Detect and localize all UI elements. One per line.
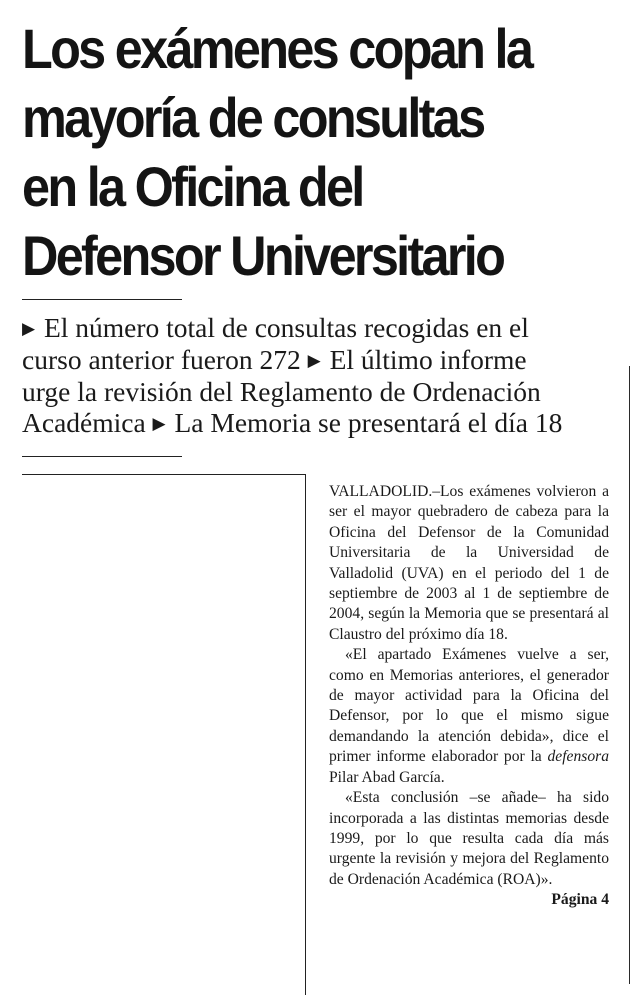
- subhead-line: [22, 312, 622, 344]
- article-italic: defensora: [547, 748, 609, 766]
- column-divider: [629, 366, 630, 984]
- article-text: «Esta conclusión –se añade– ha sido incorporada a las distintas memorias desde 1999, por lo que resulta cada día más urgente la revisión y mejora del Reglamento de Ordenación Académica (ROA)».: [329, 789, 609, 888]
- subhead-line: [22, 407, 622, 439]
- headline-line: Defensor Universitario: [22, 224, 504, 287]
- triangle-right-icon: ▶: [22, 319, 36, 338]
- headline-line: en la Oficina del: [22, 155, 363, 218]
- subhead-line: [22, 344, 622, 376]
- photo-placeholder-frame: [22, 474, 306, 995]
- article-paragraph: [329, 645, 609, 788]
- subhead-text: El último informe: [329, 344, 527, 375]
- article-paragraph: [329, 788, 609, 909]
- triangle-right-icon: ▶: [307, 351, 321, 370]
- subhead: [22, 312, 622, 439]
- article-text: «El apartado Exámenes vuelve a ser, como en Memorias anteriores, el generador de mayor actividad para la Oficina del Defensor, por lo que el mismo sigue demandando la atención debida», dice el primer informe elaborador por la: [329, 646, 609, 766]
- article-paragraph: VALLADOLID.–Los exámenes volvieron a ser el mayor quebradero de cabeza para la Oficina del Defensor de la Comunidad Universitaria de la Universidad de Valladolid (UVA) en el periodo del 1 de septiembre de 2003 al 1 de septiembre de 2004, según la Memoria que se presentará al Claustro del próximo día 18.: [329, 483, 609, 643]
- headline-line: Los exámenes copan la: [22, 17, 532, 80]
- subhead-text: Académica: [22, 407, 146, 438]
- headline-line: mayoría de consultas: [22, 86, 484, 149]
- subhead-text: El número total de consultas recogidas en el: [43, 312, 529, 343]
- triangle-right-icon: ▶: [152, 414, 166, 433]
- page-reference[interactable]: Página 4: [551, 891, 609, 909]
- article-text: Pilar Abad García.: [329, 768, 445, 786]
- subhead-bottom-rule: [22, 456, 182, 457]
- subhead-text: La Memoria se presentará el día 18: [174, 407, 563, 438]
- subhead-line: [22, 376, 622, 407]
- article-body: [329, 482, 609, 911]
- subhead-top-rule: [22, 299, 182, 300]
- subhead-text: urge la revisión del Reglamento de Ordenación: [22, 376, 541, 407]
- subhead-text: curso anterior fueron 272: [22, 344, 301, 375]
- headline: [22, 14, 562, 290]
